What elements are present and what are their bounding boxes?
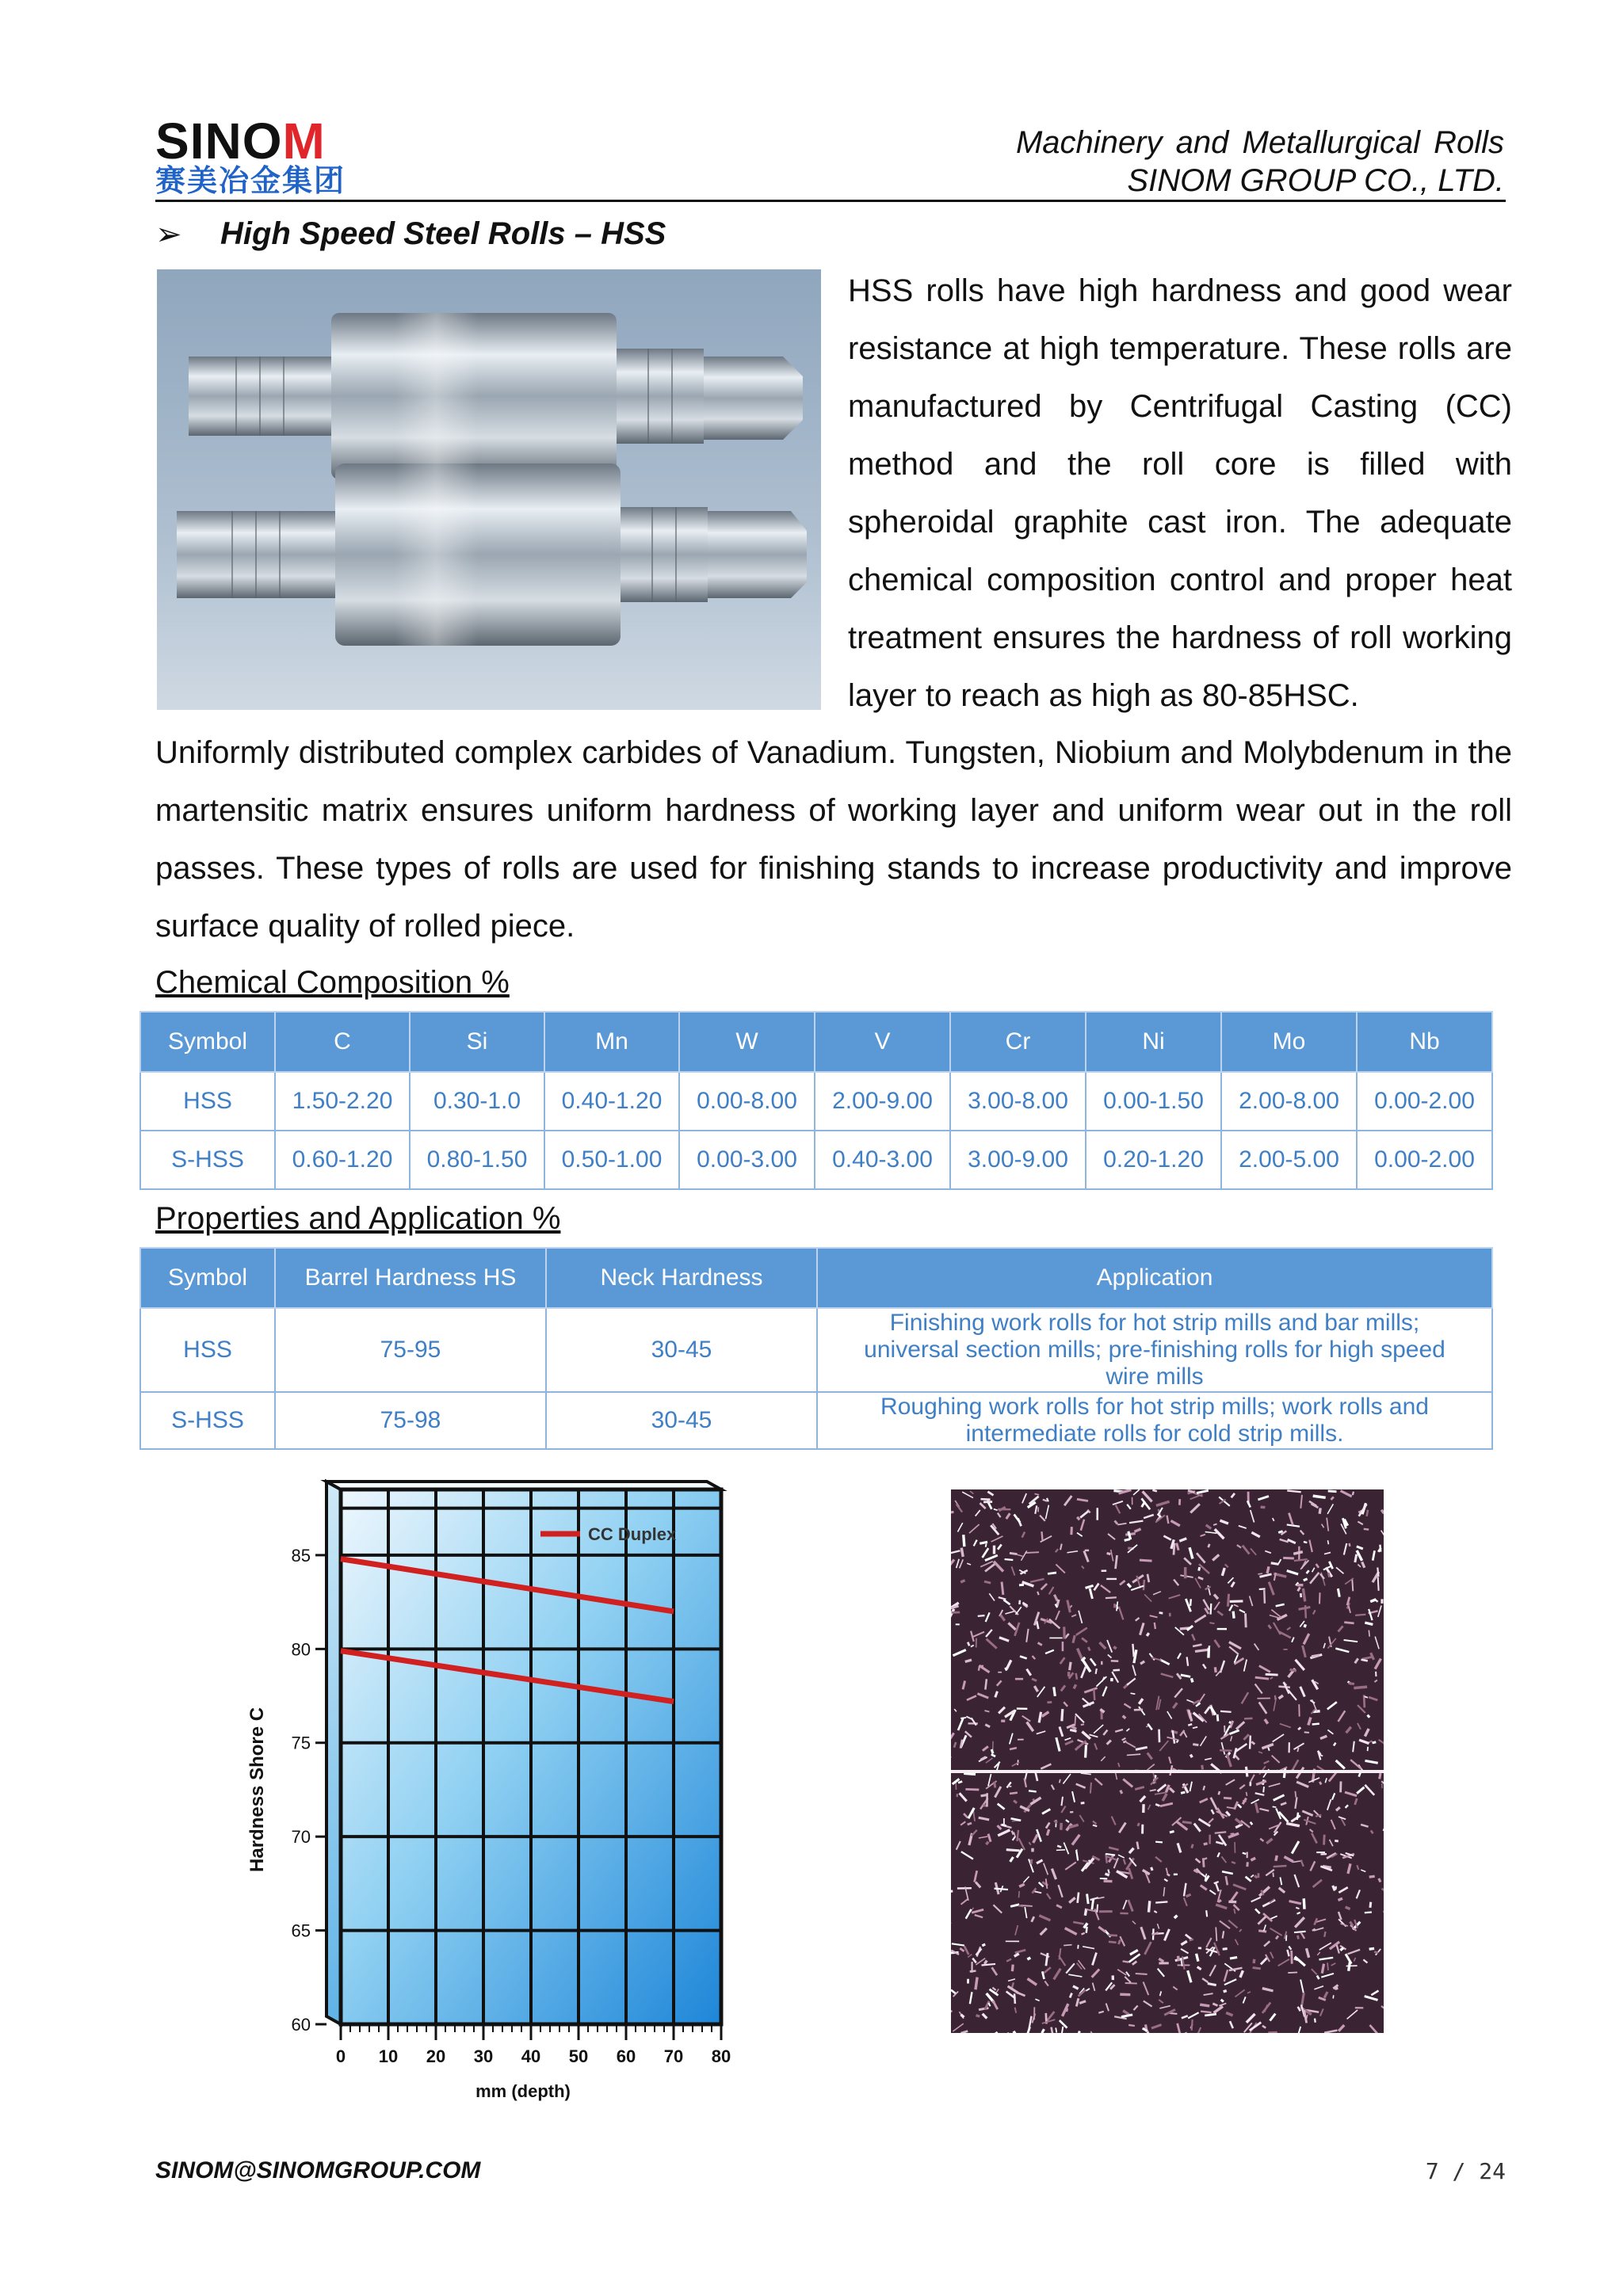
logo-chinese-text: 赛美冶金集团: [155, 163, 346, 198]
y-tick-label: 60: [291, 2015, 311, 2035]
section-title: High Speed Steel Rolls – HSS: [220, 216, 666, 251]
cell: 75-95: [275, 1308, 546, 1392]
header-divider: [155, 200, 1506, 202]
cell: 2.00-8.00: [1221, 1072, 1357, 1131]
cell: S-HSS: [140, 1131, 275, 1189]
y-tick-label: 75: [291, 1733, 311, 1753]
sinom-logo: [155, 113, 357, 198]
cell: 0.80-1.50: [410, 1131, 544, 1189]
section-bullet-icon: ➢: [155, 217, 182, 252]
page-number: 7 / 24: [1425, 2158, 1506, 2184]
col-application: Application: [817, 1248, 1492, 1308]
x-tick-label: 20: [426, 2046, 446, 2066]
logo-word-black: SINO: [155, 113, 283, 170]
properties-application-title: Properties and Application %: [155, 1201, 561, 1236]
x-tick-label: 0: [335, 2046, 346, 2066]
microstructure-photo: [951, 1489, 1384, 2033]
intro-paragraph-full: Uniformly distributed complex carbides of Vanadium. Tungsten, Niobium and Molybdenum in the martensitic matrix ensures uniform hardness of working layer and uniform wear out in the roll passes. These types of rolls are used for finishing stands to increase productivity and improve surface quality of rolled piece.: [155, 735, 1512, 944]
cell: S-HSS: [140, 1392, 275, 1449]
table-row: [140, 1131, 1492, 1189]
footer-email-link[interactable]: SINOM@SINOMGROUP.COM: [155, 2157, 481, 2183]
cell: 0.50-1.00: [544, 1131, 679, 1189]
y-axis-label: Hardness Shore C: [246, 1707, 268, 1872]
cell: 0.00-1.50: [1086, 1072, 1221, 1131]
col-mn: Mn: [544, 1012, 679, 1072]
cell: 2.00-5.00: [1221, 1131, 1357, 1189]
cell: 2.00-9.00: [815, 1072, 950, 1131]
cell: 30-45: [546, 1308, 817, 1392]
table-row: [140, 1072, 1492, 1131]
table-row: [140, 1392, 1492, 1449]
cell: 0.00-3.00: [679, 1131, 815, 1189]
x-tick-label: 40: [521, 2046, 541, 2066]
cell: 75-98: [275, 1392, 546, 1449]
cell: 0.20-1.20: [1086, 1131, 1221, 1189]
y-tick-label: 85: [291, 1545, 311, 1566]
col-c: C: [275, 1012, 410, 1072]
cell: Finishing work rolls for hot strip mills and bar mills; universal section mills; pre-finishing rolls for high speed wire mills: [817, 1308, 1492, 1392]
cell: 0.40-3.00: [815, 1131, 950, 1189]
cell: 0.60-1.20: [275, 1131, 410, 1189]
cell: 3.00-8.00: [950, 1072, 1086, 1131]
legend-label: CC Duplex: [588, 1524, 677, 1544]
hardness-depth-chart: [230, 1466, 800, 2123]
cell: 3.00-9.00: [950, 1131, 1086, 1189]
col-symbol: Symbol: [140, 1248, 275, 1308]
y-tick-label: 65: [291, 1920, 311, 1941]
y-tick-label: 80: [291, 1639, 311, 1660]
col-neck-hardness: Neck Hardness: [546, 1248, 817, 1308]
cell: 0.40-1.20: [544, 1072, 679, 1131]
col-nb: Nb: [1357, 1012, 1492, 1072]
col-mo: Mo: [1221, 1012, 1357, 1072]
x-tick-label: 50: [568, 2046, 589, 2066]
x-tick-label: 30: [473, 2046, 494, 2066]
cell: Roughing work rolls for hot strip mills; work rolls and intermediate rolls for cold strip mills.: [817, 1392, 1492, 1449]
cell: 1.50-2.20: [275, 1072, 410, 1131]
cell: 0.00-8.00: [679, 1072, 815, 1131]
header-company: SINOM GROUP CO., LTD.: [1127, 163, 1504, 198]
x-tick-label: 60: [616, 2046, 636, 2066]
cell: 0.00-2.00: [1357, 1072, 1492, 1131]
col-cr: Cr: [950, 1012, 1086, 1072]
cell: 0.30-1.0: [410, 1072, 544, 1131]
table-header-row: [140, 1248, 1492, 1308]
chemical-composition-title: Chemical Composition %: [155, 965, 510, 1000]
x-axis-label: mm (depth): [475, 2081, 571, 2101]
table-header-row: [140, 1012, 1492, 1072]
cell: 0.00-2.00: [1357, 1131, 1492, 1189]
cell: HSS: [140, 1072, 275, 1131]
cell: 30-45: [546, 1392, 817, 1449]
col-si: Si: [410, 1012, 544, 1072]
x-tick-label: 10: [378, 2046, 399, 2066]
logo-word-red: M: [282, 113, 326, 170]
col-w: W: [679, 1012, 815, 1072]
cell: HSS: [140, 1308, 275, 1392]
y-tick-label: 70: [291, 1827, 311, 1848]
col-barrel-hardness: Barrel Hardness HS: [275, 1248, 546, 1308]
col-symbol: Symbol: [140, 1012, 275, 1072]
x-tick-label: 70: [663, 2046, 684, 2066]
table-row: [140, 1308, 1492, 1392]
properties-application-table: [139, 1247, 1493, 1450]
col-ni: Ni: [1086, 1012, 1221, 1072]
header-title: Machinery and Metallurgical Rolls: [1015, 125, 1504, 160]
x-tick-label: 80: [711, 2046, 731, 2066]
intro-paragraph-right: HSS rolls have high hardness and good wear resistance at high temperature. These rolls are manufactured by Centrifugal Casting (CC) method and the roll core is filled with spheroidal graphite cast iron. The adequate chemical composition control and proper heat treatment ensures the hardness of roll working layer to reach as high as 80-85HSC.: [848, 273, 1512, 713]
chemical-composition-table: [139, 1011, 1493, 1190]
col-v: V: [815, 1012, 950, 1072]
plot-side-wall: [327, 1482, 341, 2024]
hss-rolls-photo: [157, 269, 821, 710]
